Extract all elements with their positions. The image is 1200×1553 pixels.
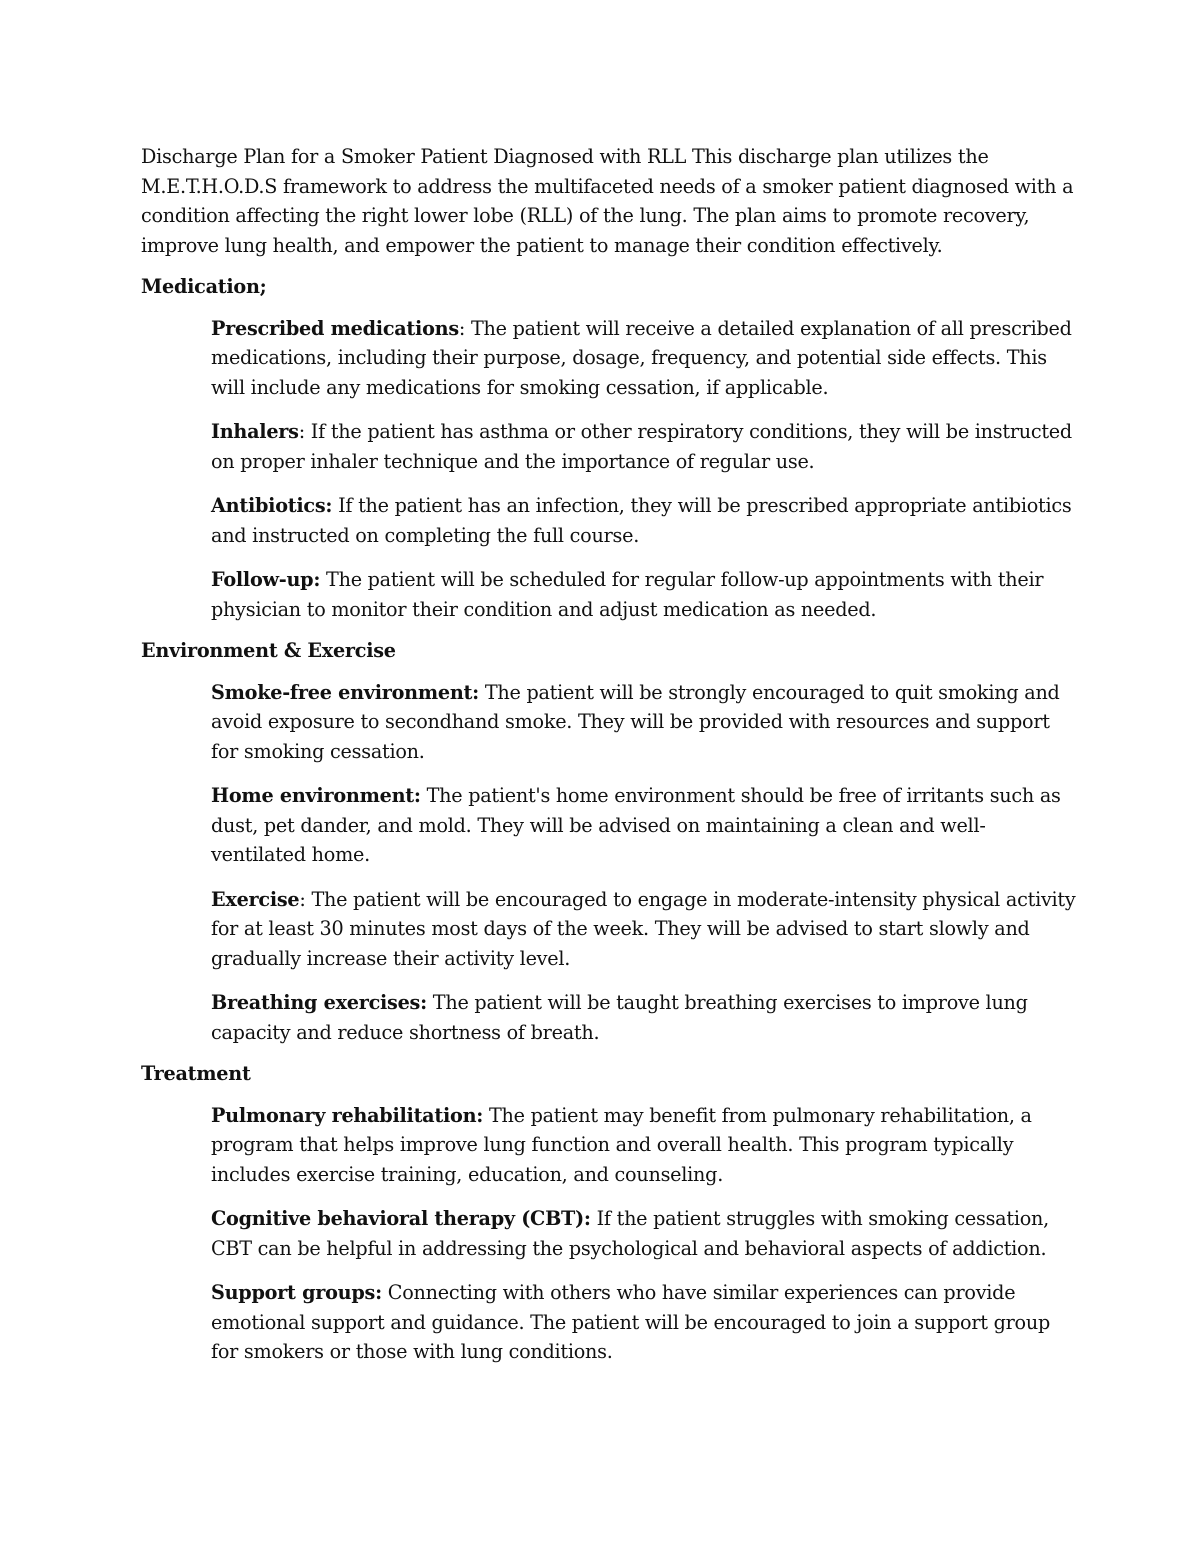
item-term: Prescribed medications <box>211 316 459 340</box>
list-item <box>211 885 1076 974</box>
list-item <box>211 314 1076 403</box>
list-item <box>211 491 1076 550</box>
document-body <box>141 142 1076 1367</box>
item-text: The patient will be strongly encouraged to quit smoking and avoid exposure to secondhand smoke. They will be provided with resources and support for smoking cessation. <box>211 680 1060 763</box>
item-term: Home environment: <box>211 784 421 807</box>
item-term: Pulmonary rehabilitation: <box>211 1103 484 1127</box>
list-item <box>211 1278 1076 1367</box>
section-medication <box>141 272 1076 624</box>
item-text: The patient will be scheduled for regular follow-up appointments with their physician to monitor their condition and adjust medication as needed. <box>211 568 1044 621</box>
item-text: The patient may benefit from pulmonary rehabilitation, a program that helps improve lung function and overall health. This program typically includes exercise training, education, and counseling. <box>211 1103 1032 1186</box>
list-item <box>211 1101 1076 1190</box>
item-text: If the patient has asthma or other respiratory conditions, they will be instructed on proper inhaler technique and the importance of regular use. <box>211 420 1072 473</box>
item-separator: : <box>458 316 466 340</box>
item-term: Follow-up: <box>211 568 321 591</box>
list-item <box>211 988 1076 1047</box>
section-heading: Treatment <box>141 1062 251 1085</box>
section-environment-exercise <box>141 636 1076 1047</box>
section-heading: Environment & Exercise <box>141 639 396 662</box>
item-separator: : <box>299 887 306 911</box>
item-term: Inhalers <box>211 420 299 443</box>
intro-paragraph: Discharge Plan for a Smoker Patient Diagnosed with RLL This discharge plan utilizes the M.E.T.H.O.D.S framework to address the multifaceted needs of a smoker patient diagnosed with a condition affecting the right lower lobe (RLL) of the lung. The plan aims to promote recovery, improve lung health, and empower the patient to manage their condition effectively. <box>141 145 1074 257</box>
item-text: The patient will be encouraged to engage in moderate-intensity physical activity for at least 30 minutes most days of the week. They will be advised to start slowly and gradually increase their activity level. <box>211 887 1076 970</box>
item-term: Exercise <box>211 887 300 911</box>
section-heading: Medication; <box>141 275 267 298</box>
item-term: Smoke-free environment: <box>211 680 479 704</box>
item-text: The patient's home environment should be free of irritants such as dust, pet dander, and mold. They will be advised on maintaining a clean and well-ventilated home. <box>211 784 1061 866</box>
list-item <box>211 417 1076 476</box>
list-item <box>211 678 1076 767</box>
item-term: Antibiotics: <box>211 494 333 517</box>
item-text: Connecting with others who have similar experiences can provide emotional support and guidance. The patient will be encouraged to join a support group for smokers or those with lung conditions. <box>211 1281 1050 1363</box>
item-text: The patient will receive a detailed explanation of all prescribed medications, including their purpose, dosage, frequency, and potential side effects. This will include any medications for smoking cessation, if applicable. <box>211 316 1072 399</box>
item-text: The patient will be taught breathing exercises to improve lung capacity and reduce shortness of breath. <box>211 991 1028 1044</box>
item-text: If the patient has an infection, they will be prescribed appropriate antibiotics and instructed on completing the full course. <box>211 494 1072 547</box>
item-term: Breathing exercises: <box>211 991 427 1014</box>
list-item <box>211 1204 1076 1263</box>
list-item <box>211 781 1076 870</box>
item-text: If the patient struggles with smoking cessation, CBT can be helpful in addressing the psychological and behavioral aspects of addiction. <box>211 1207 1049 1260</box>
item-term: Support groups: <box>211 1281 382 1304</box>
item-separator: : <box>298 420 305 443</box>
item-term: Cognitive behavioral therapy (CBT): <box>211 1207 591 1230</box>
list-item <box>211 565 1076 624</box>
section-treatment <box>141 1059 1076 1367</box>
